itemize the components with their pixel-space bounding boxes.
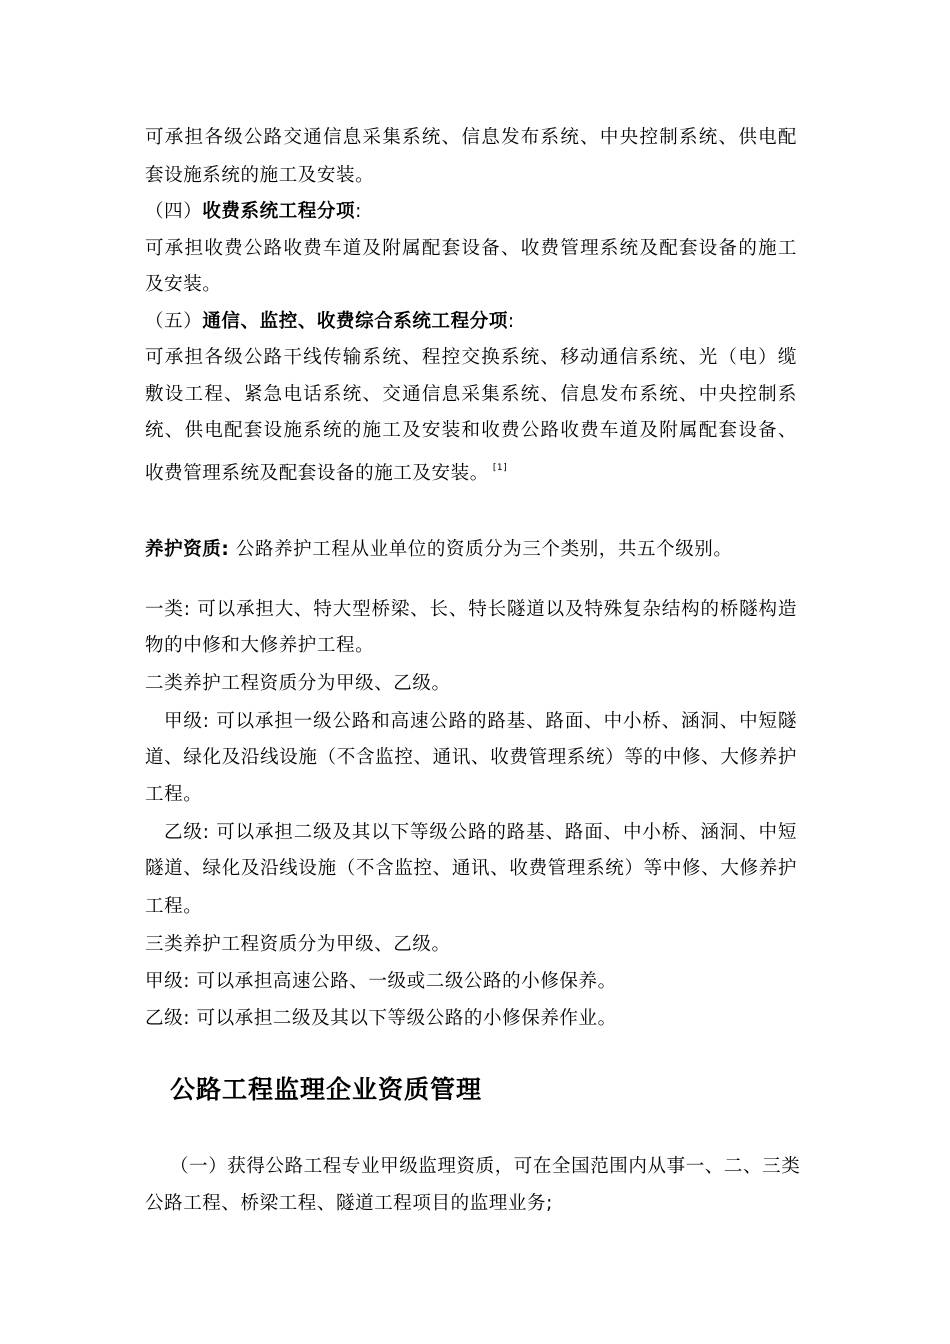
line-text: 公路养护工程从业单位的资质分为三个类别，共五个级别。 [229,539,733,560]
paragraph-line: 公路工程、桥梁工程、隧道工程项目的监理业务; [145,1193,553,1214]
section-number: （四） [145,201,203,222]
section-heading-five [145,310,515,334]
paragraph-line: 一类: 可以承担大、特大型桥梁、长、特长隧道以及特殊复杂结构的桥隧构造 [145,599,797,620]
paragraph-line: 统、供电配套设施系统的施工及安装和收费公路收费车道及附属配套设备、 [145,420,797,441]
paragraph-line: 道、绿化及沿线设施（不含监控、通讯、收费管理系统）等的中修、大修养护 [145,747,797,768]
paragraph-line: 可承担收费公路收费车道及附属配套设备、收费管理系统及配套设备的施工 [145,238,797,259]
paragraph-line: 乙级: 可以承担二级及其以下等级公路的小修保养作业。 [145,1008,617,1029]
label-maintenance-qualification: 养护资质: [145,539,230,560]
paragraph-line [145,456,507,486]
maintenance-qualification-intro [145,538,733,562]
paragraph-line: 乙级: 可以承担二级及其以下等级公路的路基、路面、中小桥、涵洞、中短 [164,822,797,843]
section-heading-supervision: 公路工程监理企业资质管理 [170,1075,483,1104]
paragraph-line: 敷设工程、紧急电话系统、交通信息采集系统、信息发布系统、中央控制系 [145,384,797,405]
paragraph-line: 套设施系统的施工及安装。 [145,165,375,186]
section-colon: : [355,201,362,222]
paragraph-line: 可承担各级公路干线传输系统、程控交换系统、移动通信系统、光（电）缆 [145,347,797,368]
paragraph-line: 工程。 [145,784,203,805]
section-number: （五） [145,311,203,332]
paragraph-line: 甲级: 可以承担一级公路和高速公路的路基、路面、中小桥、涵洞、中短隧 [164,711,797,732]
paragraph-line: 工程。 [145,896,203,917]
section-heading-four [145,200,362,224]
section-title: 通信、监控、收费综合系统工程分项 [202,311,508,332]
paragraph-line: 及安装。 [145,274,222,295]
paragraph-line: （一）获得公路工程专业甲级监理资质，可在全国范围内从事一、二、三类 [170,1156,801,1177]
paragraph-line: 隧道、绿化及沿线设施（不含监控、通讯、收费管理系统）等中修、大修养护 [145,858,797,879]
paragraph-line: 三类养护工程资质分为甲级、乙级。 [145,934,451,955]
paragraph-line: 物的中修和大修养护工程。 [145,635,375,656]
paragraph-line: 二类养护工程资质分为甲级、乙级。 [145,673,451,694]
paragraph-line: 可承担各级公路交通信息采集系统、信息发布系统、中央控制系统、供电配 [145,127,797,148]
reference-marker[interactable]: [1] [492,463,508,473]
paragraph-line: 甲级: 可以承担高速公路、一级或二级公路的小修保养。 [145,971,617,992]
section-title: 收费系统工程分项 [202,201,356,222]
line-text: 收费管理系统及配套设备的施工及安装。 [145,463,489,484]
section-colon: : [507,311,515,332]
